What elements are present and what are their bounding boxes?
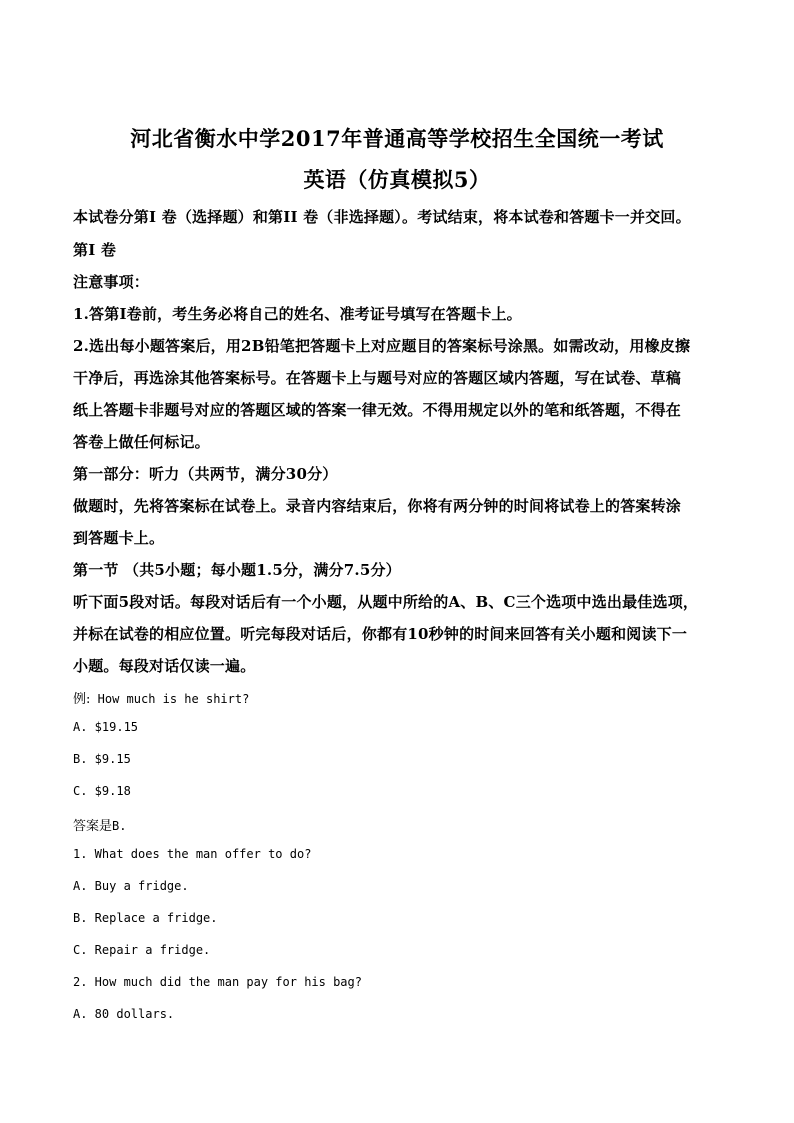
- example-question-text: How much is he shirt?: [90, 692, 250, 706]
- example-answer-prefix: 答案是: [73, 819, 113, 834]
- section-instruction-line-2: 并标在试卷的相应位置。听完每段对话后，你都有10秒钟的时间来回答有关小题和阅读下一: [73, 625, 688, 643]
- question-1-option-c: C. Repair a fridge.: [73, 943, 211, 957]
- example-option-c: C. $9.18: [73, 784, 131, 798]
- listening-instruction-line-2: 到答题卡上。: [73, 529, 165, 547]
- notice-item-2-line-3: 纸上答题卡非题号对应的答题区域的答案一律无效。不得用规定以外的笔和纸答题，不得在: [73, 401, 682, 419]
- example-option-a: A. $19.15: [73, 720, 139, 734]
- section-instruction-line-1: 听下面5段对话。每段对话后有一个小题，从题中所给的A、B、C三个选项中选出最佳选项，: [73, 593, 699, 611]
- example-option-b: B. $9.15: [73, 752, 131, 766]
- example-prefix: 例:: [73, 692, 91, 707]
- listening-instruction-line-1: 做题时，先将答案标在试卷上。录音内容结束后，你将有两分钟的时间将试卷上的答案转涂: [73, 497, 682, 515]
- question-1-option-b: B. Replace a fridge.: [73, 911, 218, 925]
- notice-item-2-line-4: 答卷上做任何标记。: [73, 433, 210, 451]
- question-1: 1. What does the man offer to do?: [73, 847, 312, 861]
- part-one-label: 第I 卷: [73, 241, 117, 259]
- question-2: 2. How much did the man pay for his bag?: [73, 975, 362, 989]
- notice-item-2-line-1: 2.选出每小题答案后，用2B铅笔把答题卡上对应题目的答案标号涂黑。如需改动，用橡皮擦: [73, 337, 691, 355]
- example-question: [73, 688, 249, 707]
- question-1-option-a: A. Buy a fridge.: [73, 879, 189, 893]
- exam-subtitle: 英语（仿真模拟5）: [303, 167, 491, 192]
- question-2-option-a: A. 80 dollars.: [73, 1007, 175, 1021]
- section-instruction-line-3: 小题。每段对话仅读一遍。: [73, 657, 256, 675]
- notice-item-2-line-2: 干净后，再选涂其他答案标号。在答题卡上与题号对应的答题区域内答题，写在试卷、草稿: [73, 369, 682, 387]
- notice-item-1: 1.答第I卷前，考生务必将自己的姓名、准考证号填写在答题卡上。: [73, 305, 522, 323]
- example-answer: [73, 815, 126, 834]
- paper-note: 本试卷分第I 卷（选择题）和第II 卷（非选择题）。考试结束，将本试卷和答题卡一并交回。: [73, 208, 691, 226]
- listening-heading: 第一部分：听力（共两节，满分30分）: [73, 465, 338, 483]
- section-heading: 第一节 （共5小题；每小题1.5分，满分7.5分）: [73, 561, 401, 579]
- exam-title: 河北省衡水中学2017年普通高等学校招生全国统一考试: [130, 126, 664, 151]
- example-answer-value: B.: [112, 819, 127, 833]
- notice-heading: 注意事项：: [73, 273, 150, 291]
